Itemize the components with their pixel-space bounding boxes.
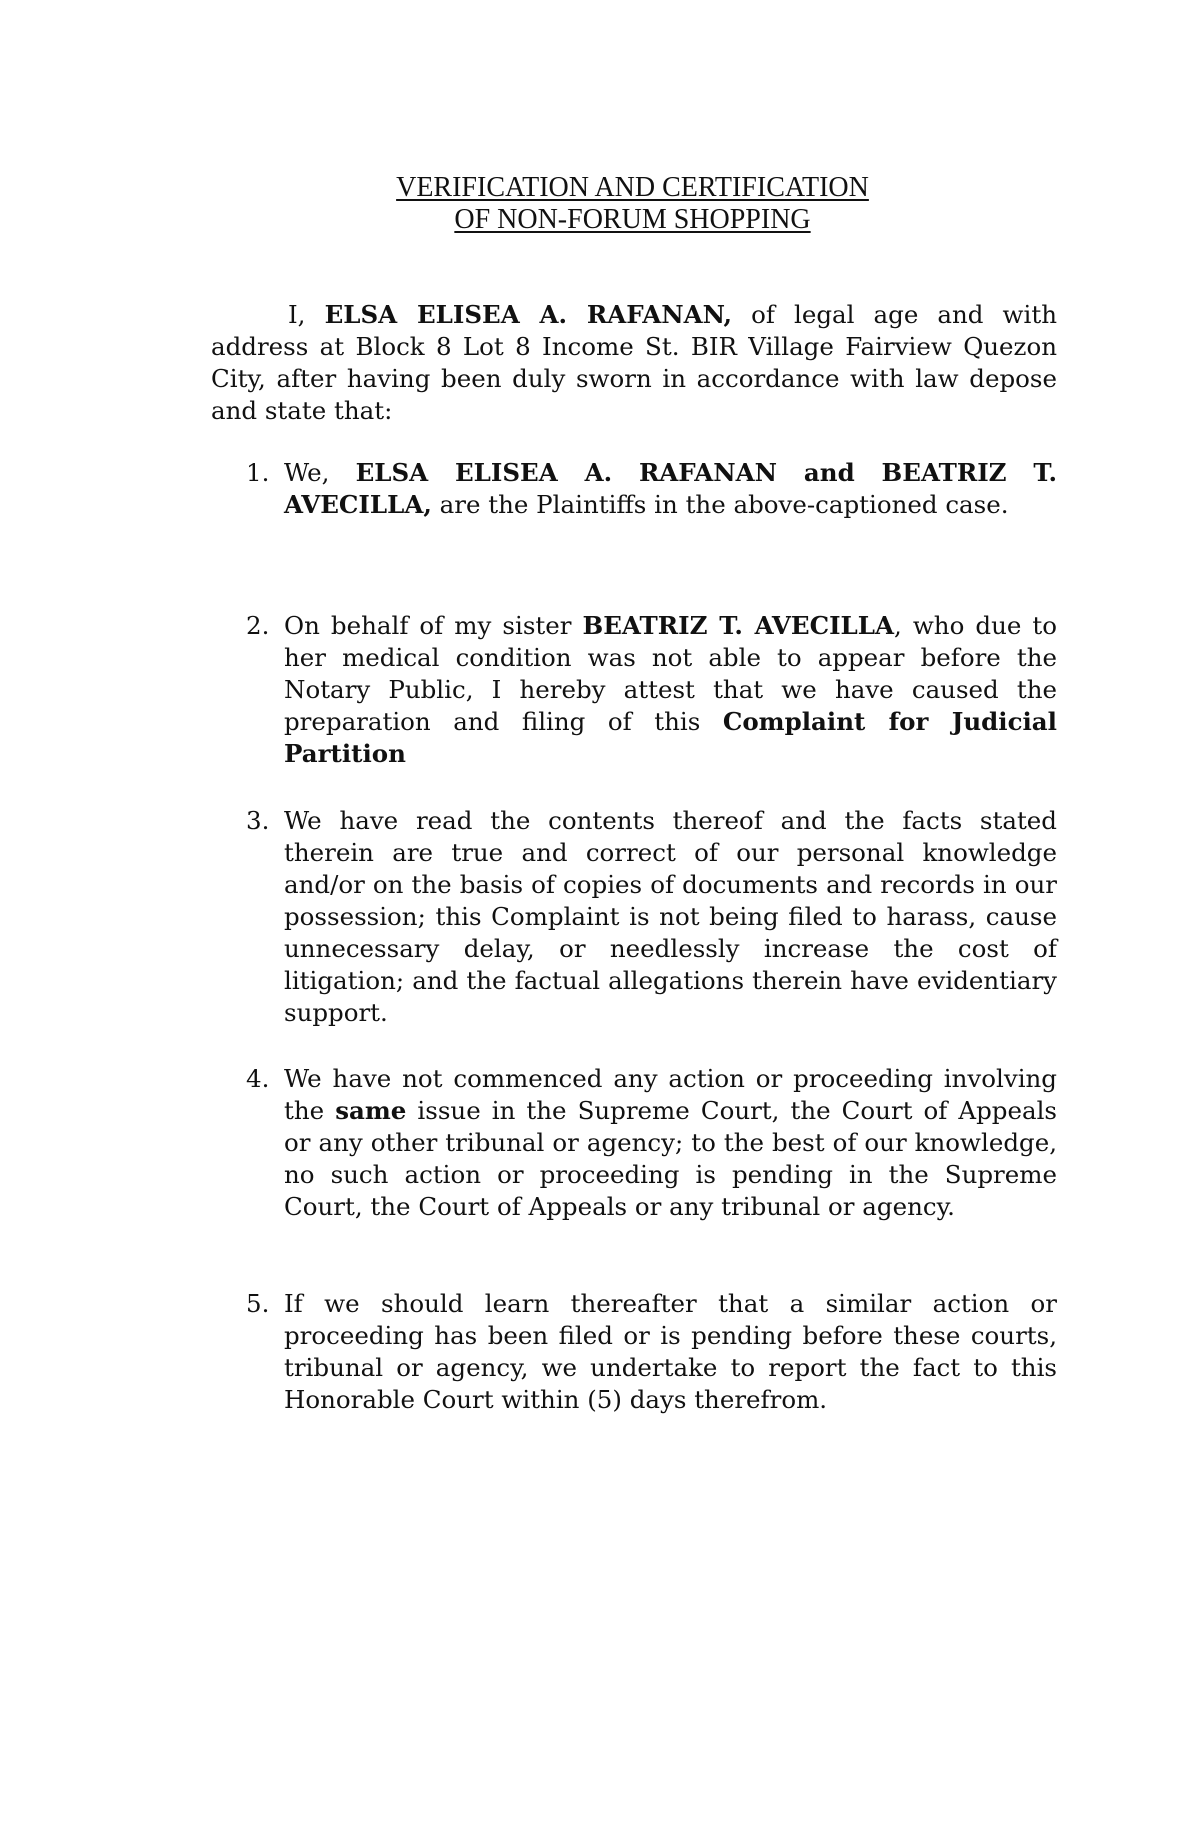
item-number: 3. (246, 806, 270, 835)
complaint-title: Complaint for Judicial Partition (284, 707, 1057, 768)
item-text-part: , who due to her medical condition was not able to appear before the Notary Public, I hereby attest that we have caused the preparation and filing of this (284, 611, 1057, 736)
item-number: 4. (246, 1064, 270, 1093)
item-number: 5. (246, 1289, 270, 1318)
intro-paragraph (211, 299, 1057, 427)
emphasis-same: same (335, 1096, 407, 1125)
item-text-part: We have not commenced any action or proceeding involving the (284, 1064, 1057, 1125)
item-text-part: We, (284, 458, 356, 487)
item-text-part: On behalf of my sister (284, 611, 583, 640)
intro-pre: I, (288, 300, 325, 329)
item-number: 1. (246, 458, 270, 487)
affiant-name: ELSA ELISEA A. RAFANAN, (324, 300, 733, 329)
item-text (284, 610, 1057, 770)
item-text (284, 1063, 1057, 1223)
title-line-1: VERIFICATION AND CERTIFICATION (396, 172, 869, 203)
intro-rest: of legal age and with address at Block 8 Lot 8 Income St. BIR Village Fairview Quezon City, after having been duly sworn in accordance with law depose and state that: (211, 300, 1057, 425)
title-line-2: OF NON-FORUM SHOPPING (454, 204, 811, 235)
item-text-part: issue in the Supreme Court, the Court of Appeals or any other tribunal or agency; to the best of our knowledge, no such action or proceeding is pending in the Supreme Court, the Court of Appeals or any tribunal or agency. (284, 1096, 1057, 1221)
item-text-part: are the Plaintiffs in the above-captioned case. (431, 490, 1009, 519)
plaintiff-names: ELSA ELISEA A. RAFANAN and BEATRIZ T. AVECILLA, (284, 458, 1057, 519)
item-number: 2. (246, 611, 270, 640)
sister-name: BEATRIZ T. AVECILLA (582, 611, 894, 640)
item-text (284, 457, 1057, 521)
document-title (0, 172, 1200, 236)
item-text: If we should learn thereafter that a similar action or proceeding has been filed or is pending before these courts, tribunal or agency, we undertake to report the fact to this Honorable Court within (5) days therefrom. (284, 1289, 1057, 1414)
item-text: We have read the contents thereof and the facts stated therein are true and correct of our personal knowledge and/or on the basis of copies of documents and records in our possession; this Complaint is not being filed to harass, cause unnecessary delay, or needlessly increase the cost of litigation; and the factual allegations therein have evidentiary support. (284, 806, 1057, 1027)
